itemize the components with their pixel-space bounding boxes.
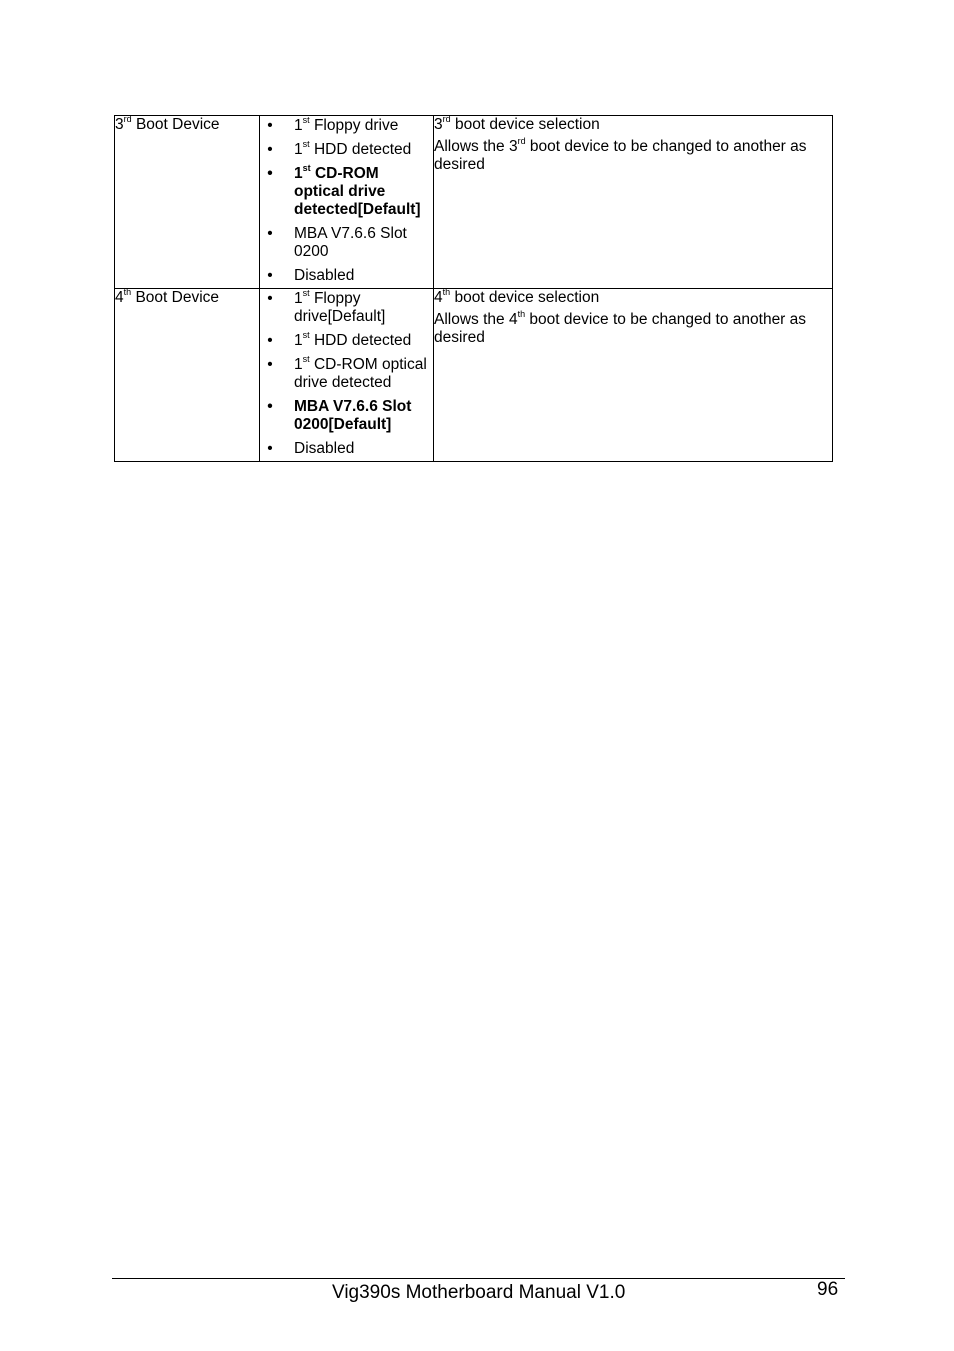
list-item: • Disabled — [260, 440, 433, 458]
description-title: 3rd boot device selection — [434, 113, 600, 133]
table-row — [115, 289, 833, 462]
setting-name: 4th Boot Device — [115, 289, 260, 462]
bullet-icon: • — [267, 267, 273, 284]
list-item: • MBA V7.6.6 Slot 0200 — [260, 225, 433, 261]
list-item-default: • 1st CD-ROM optical drive detected[Default] — [260, 165, 433, 219]
options-cell — [260, 289, 434, 462]
options-cell — [260, 116, 434, 289]
bullet-icon: • — [267, 141, 273, 158]
list-item: • 1st CD-ROM optical drive detected — [260, 356, 433, 392]
description-cell — [434, 113, 833, 289]
bullet-icon: • — [267, 117, 273, 134]
boot-device-table — [114, 115, 833, 462]
footer-rule — [112, 1278, 845, 1279]
list-item: • Disabled — [260, 267, 433, 285]
table-row — [115, 116, 833, 289]
list-item-default: • MBA V7.6.6 Slot 0200[Default] — [260, 398, 433, 434]
bullet-icon: • — [267, 165, 273, 182]
bullet-icon: • — [267, 290, 273, 307]
page-number: 96 — [817, 1279, 839, 1300]
description-cell — [434, 286, 833, 462]
list-item: • 1st Floppy drive — [260, 117, 433, 135]
bullet-icon: • — [267, 398, 273, 415]
list-item: • 1st Floppy drive[Default] — [260, 290, 433, 326]
description-text: Allows the 4th boot device to be changed to another as desired — [434, 308, 807, 346]
options-list — [260, 289, 433, 461]
footer-title: Vig390s Motherboard Manual V1.0 — [332, 1282, 626, 1303]
list-item: • 1st HDD detected — [260, 332, 433, 350]
setting-name: 3rd Boot Device — [115, 116, 260, 289]
list-item: • 1st HDD detected — [260, 141, 433, 159]
bullet-icon: • — [267, 356, 273, 373]
description-title: 4th boot device selection — [434, 286, 600, 306]
bullet-icon: • — [267, 440, 273, 457]
options-list — [260, 116, 433, 288]
bullet-icon: • — [267, 225, 273, 242]
bullet-icon: • — [267, 332, 273, 349]
description-text: Allows the 3rd boot device to be changed to another as desired — [434, 135, 807, 173]
